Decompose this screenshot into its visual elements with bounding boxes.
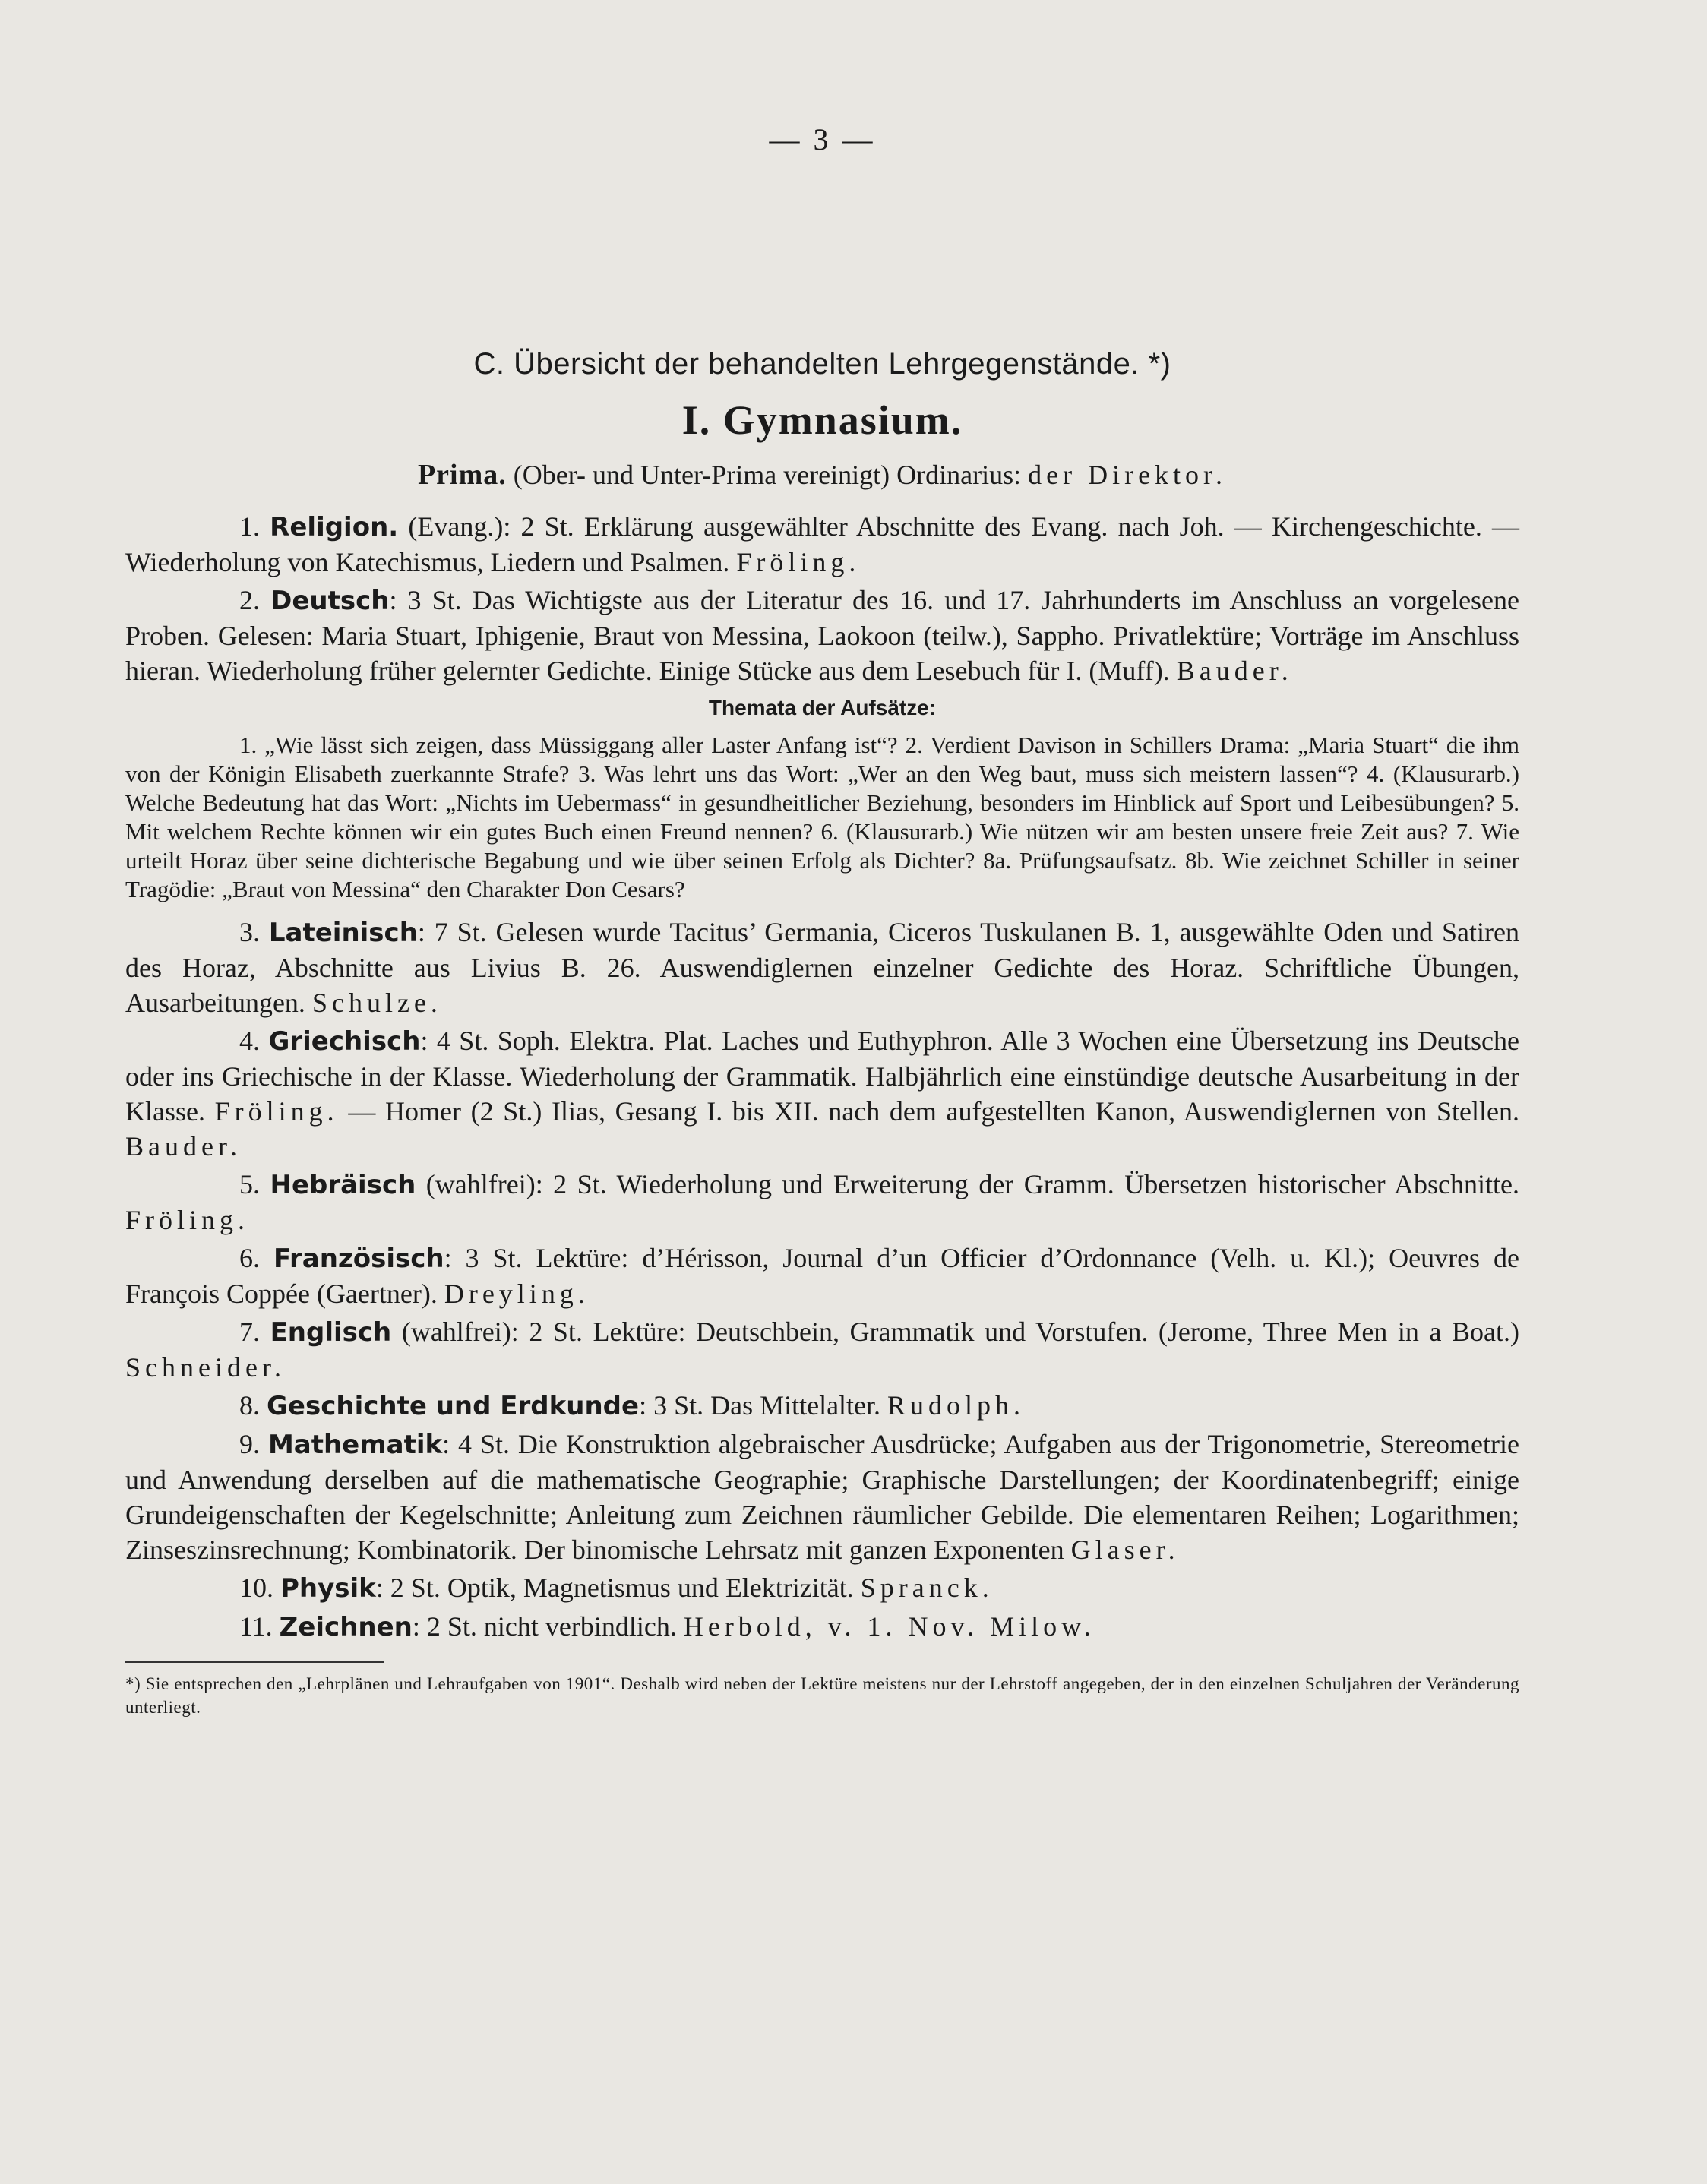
item-number: 3. xyxy=(239,917,260,947)
subject-text: : 3 St. Lektüre: d’Hérisson, Journal d’un Officier d’Ordonnance (Velh. u. Kl.); Oeuvres de François Coppée (Gaertner). xyxy=(125,1243,1520,1309)
subject-text: (Evang.): 2 St. Erklärung ausgewählter Abschnitte des Evang. nach Joh. — Kirchengeschichte. — Wiederholung von Katechismus, Liedern und Psalmen. xyxy=(125,511,1519,577)
teacher-name: Schulze. xyxy=(311,988,442,1018)
page-content xyxy=(125,122,1519,1719)
subject-deutsch xyxy=(125,583,1519,688)
subject-name: Griechisch xyxy=(268,1026,421,1057)
item-number: 6. xyxy=(239,1243,260,1273)
subject-geschichte xyxy=(125,1388,1519,1424)
subject-text: : 4 St. Soph. Elektra. Plat. Laches und Euthyphron. Alle 3 Wochen eine Übersetzung ins Deutsche oder ins Griechische in der Klasse. Wiederholung der Grammatik. Halbjährlich eine einstündige deutsche Ausarbeitung in der Klasse. xyxy=(125,1026,1520,1127)
teacher-name: Rudolph. xyxy=(887,1390,1026,1421)
themata-heading: Themata der Aufsätze: xyxy=(708,696,937,719)
subject-text-homer: — Homer (2 St.) Ilias, Gesang I. bis XII. nach dem aufgestellten Kanon, Auswendiglernen von Stellen. xyxy=(348,1096,1520,1127)
prima-heading xyxy=(125,457,1519,492)
subject-mathematik xyxy=(125,1427,1519,1567)
section-title: C. Übersicht der behandelten Lehrgegenstände. *) xyxy=(473,347,1171,381)
subject-text: : 3 St. Das Mittelalter. xyxy=(639,1390,881,1421)
footnote: *) Sie entsprechen den „Lehrplänen und Lehraufgaben von 1901“. Deshalb wird neben der Lektüre meistens nur der Lehrstoff angegeben, der in den einzelnen Schuljahren der Veränderung unterliegt. xyxy=(125,1674,1519,1717)
item-number: 2. xyxy=(239,585,260,615)
footnote-divider xyxy=(125,1661,384,1663)
subject-name: Deutsch xyxy=(270,586,390,616)
subject-text: : 4 St. Die Konstruktion algebraischer Ausdrücke; Aufgaben aus der Trigonometrie, Stereometrie und Anwendung derselben auf die mathematische Geographie; Graphische Darstellungen; der Koordinatenbegriff; einige Grundeigenschaften der Kegelschnitte; Anleitung zum Zeichnen räumlicher Gebilde. Die elementaren Reihen; Logarithmen; Zinseszinsrechnung; Kombinatorik. Der binomische Lehrsatz mit ganzen Exponenten xyxy=(125,1429,1519,1565)
subject-text: : 2 St. Optik, Magnetismus und Elektrizität. xyxy=(375,1572,854,1603)
subject-text: : 2 St. nicht verbindlich. xyxy=(412,1611,677,1642)
subject-religion xyxy=(125,509,1519,580)
subject-text: : 7 St. Gelesen wurde Tacitus’ Germania, Ciceros Tuskulanen B. 1, ausgewählte Oden und Satiren des Horaz, Abschnitte aus Livius B. 26. Auswendiglernen einzelner Gedichte des Horaz. Schriftliche Übungen, Ausarbeitungen. xyxy=(125,917,1519,1018)
subject-text: : 3 St. Das Wichtigste aus der Literatur des 16. und 17. Jahrhunderts im Anschluss an vorgelesene Proben. Gelesen: Maria Stuart, Iphigenie, Braut von Messina, Laokoon (teilw.), Sappho. Privatlektüre; Vorträge im Anschluss hieran. Wiederholung früher gelernter Gedichte. Einige Stücke aus dem Lesebuch für I. (Muff). xyxy=(125,585,1520,686)
subject-zeichnen xyxy=(125,1609,1519,1645)
subject-physik xyxy=(125,1570,1519,1606)
subject-text: (wahlfrei): 2 St. Lektüre: Deutschbein, Grammatik und Vorstufen. (Jerome, Three Men in a Boat.) xyxy=(401,1316,1519,1347)
subject-name: Französisch xyxy=(273,1244,444,1274)
item-number: 11. xyxy=(239,1611,273,1642)
subject-name: Englisch xyxy=(270,1317,392,1348)
item-number: 5. xyxy=(239,1169,260,1199)
teacher-name: Dreyling. xyxy=(444,1278,590,1309)
item-number: 10. xyxy=(239,1572,273,1603)
teacher-name: Schneider. xyxy=(125,1352,286,1383)
subject-text: (wahlfrei): 2 St. Wiederholung und Erweiterung der Gramm. Übersetzen historischer Abschnitte. xyxy=(425,1169,1520,1199)
page-number: — 3 — xyxy=(769,122,876,156)
teacher-name: Fröling. xyxy=(736,547,861,577)
subject-name: Geschichte und Erdkunde xyxy=(267,1391,640,1421)
subject-name: Physik xyxy=(280,1573,376,1604)
item-number: 4. xyxy=(239,1026,260,1056)
item-number: 8. xyxy=(239,1390,260,1421)
subject-name: Zeichnen xyxy=(279,1612,413,1642)
teacher-name: Glaser. xyxy=(1070,1534,1180,1565)
subject-hebraeisch xyxy=(125,1167,1519,1237)
subject-englisch xyxy=(125,1314,1519,1385)
subject-name: Mathematik xyxy=(267,1430,443,1460)
school-title: I. Gymnasium. xyxy=(681,397,963,443)
prima-label: Prima. xyxy=(417,459,507,491)
subject-griechisch xyxy=(125,1023,1519,1164)
subject-franzoesisch xyxy=(125,1241,1519,1311)
teacher-name: Herbold, v. 1. Nov. Milow. xyxy=(683,1611,1095,1642)
subject-lateinisch xyxy=(125,915,1519,1020)
teacher-name: Bauder. xyxy=(125,1131,242,1162)
subject-name: Hebräisch xyxy=(270,1170,416,1200)
teacher-name: Spranck. xyxy=(860,1572,994,1603)
prima-teacher: der Direktor. xyxy=(1028,460,1228,490)
teacher-name: Bauder. xyxy=(1176,656,1293,686)
subject-name: Lateinisch xyxy=(268,918,418,948)
prima-text: (Ober- und Unter-Prima vereinigt) Ordinarius: xyxy=(513,460,1022,490)
item-number: 7. xyxy=(239,1316,260,1347)
item-number: 9. xyxy=(239,1429,260,1459)
teacher-name: Fröling. xyxy=(214,1096,339,1127)
teacher-name: Fröling. xyxy=(125,1205,250,1235)
themata-text: 1. „Wie lässt sich zeigen, dass Müssiggang aller Laster Anfang ist“? 2. Verdient Davison in Schillers Drama: „Maria Stuart“ die ihm von der Königin Elisabeth zuerkannte Strafe? 3. Was lehrt uns das Wort: „Wer an den Weg baut, muss sich meistern lassen“? 4. (Klausurarb.) Welche Bedeutung hat das Wort: „Nichts im Uebermass“ in gesundheitlicher Beziehung, besonders im Hinblick auf Sport und Leibesübungen? 5. Mit welchem Rechte können wir ein gutes Buch einen Freund nennen? 6. (Klausurarb.) Wie nützen wir am besten unsere freie Zeit aus? 7. Wie urteilt Horaz über seine dichterische Begabung und wie über seinen Erfolg als Dichter? 8a. Prüfungsaufsatz. 8b. Wie zeichnet Schiller in seiner Tragödie: „Braut von Messina“ den Charakter Don Cesars? xyxy=(125,732,1519,902)
subject-name: Religion. xyxy=(270,512,399,542)
item-number: 1. xyxy=(239,511,260,542)
